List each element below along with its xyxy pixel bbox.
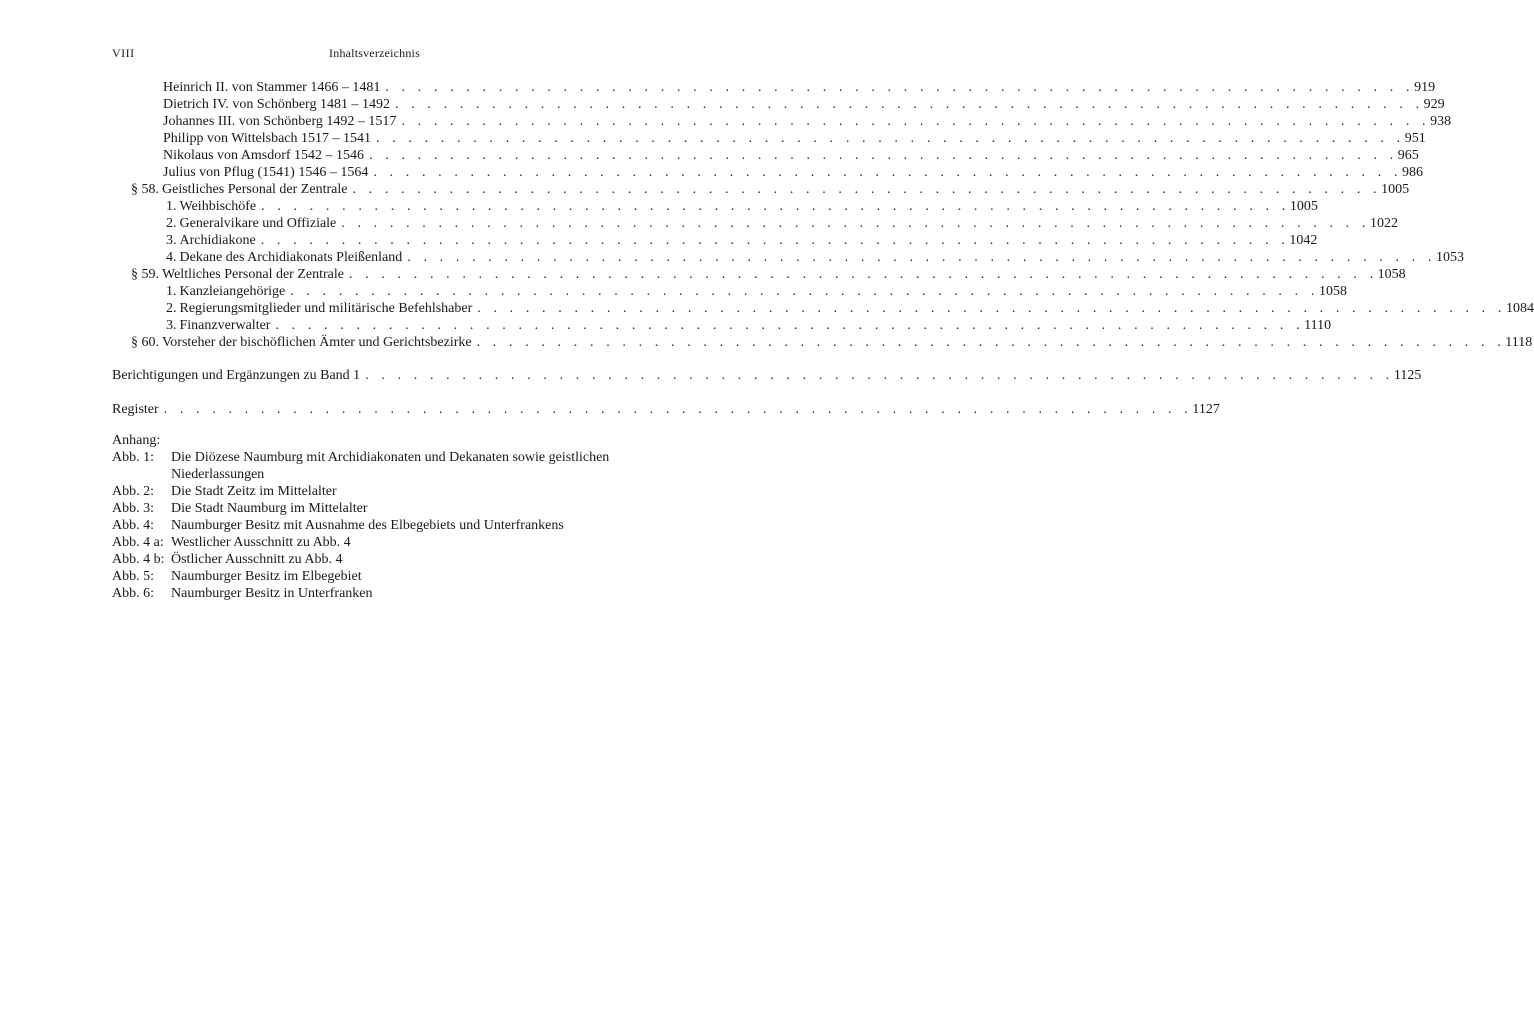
toc-entry-label: Register — [112, 402, 159, 417]
toc-entry-label: Archidiakone — [179, 233, 256, 248]
toc-page-number: 929 — [1423, 97, 1445, 112]
figure-title: Naumburger Besitz in Unterfranken — [171, 586, 373, 601]
figure-title: Die Stadt Zeitz im Mittelalter — [171, 484, 337, 499]
toc-entry-label: Johannes III. von Schönberg 1492 – 1517 — [163, 114, 397, 129]
toc-page-number: 951 — [1404, 131, 1426, 146]
toc-leader-dots: . . . . . . . . . . . . . . . . . . . . . . . . . . . . . . . . . . . . . . . . . . . . . . . . . . . . . . . . . . . . . . . . — [401, 114, 1431, 129]
toc-item-number: 4. — [166, 250, 177, 265]
toc-leader-dots: . . . . . . . . . . . . . . . . . . . . . . . . . . . . . . . . . . . . . . . . . . . . . . . . . . . . . . . . . . . . . . . . — [348, 267, 1378, 282]
toc-entry — [112, 368, 1422, 384]
figure-label: Abb. 4: — [112, 518, 154, 533]
toc-entry-label: Dekane des Archidiakonats Pleißenland — [179, 250, 403, 265]
appendix-heading: Anhang: — [112, 433, 161, 448]
figure-title: Westlicher Ausschnitt zu Abb. 4 — [171, 535, 351, 550]
figure-entry — [112, 568, 642, 585]
toc-subentry — [166, 284, 1347, 300]
toc-entry-label: Philipp von Wittelsbach 1517 – 1541 — [163, 131, 372, 146]
toc-section-entry — [131, 335, 1533, 351]
toc-entry-label: Weihbischöfe — [179, 199, 257, 214]
figure-entry — [112, 517, 642, 534]
toc-entry-label: Finanzverwalter — [179, 318, 271, 333]
toc-entry-label: Geistliches Personal der Zentrale — [162, 182, 348, 197]
toc-leader-dots: . . . . . . . . . . . . . . . . . . . . . . . . . . . . . . . . . . . . . . . . . . . . . . . . . . . . . . . . . . . . . . . . — [369, 148, 1398, 163]
toc-page-number: 1118 — [1505, 335, 1533, 350]
toc-subentry — [166, 250, 1464, 266]
toc-item-number: 3. — [166, 233, 177, 248]
figure-title: Die Diözese Naumburg mit Archidiakonaten und Dekanaten sowie geistlichen Niederlassungen — [171, 450, 610, 482]
toc-entry-label: Generalvikare und Offiziale — [179, 216, 337, 231]
toc-page-number: 1005 — [1381, 182, 1410, 197]
toc-page-number: 1110 — [1304, 318, 1332, 333]
figure-label: Abb. 5: — [112, 569, 154, 584]
toc-page-number: 965 — [1397, 148, 1419, 163]
figure-entry — [112, 483, 642, 500]
figure-label: Abb. 1: — [112, 450, 154, 465]
figure-entry — [112, 534, 642, 551]
toc-entry — [163, 148, 1419, 164]
figure-label: Abb. 6: — [112, 586, 154, 601]
figure-entry — [112, 449, 642, 483]
toc-page-number: 1058 — [1318, 284, 1347, 299]
toc-page-number: 1125 — [1393, 368, 1422, 383]
toc-leader-dots: . . . . . . . . . . . . . . . . . . . . . . . . . . . . . . . . . . . . . . . . . . . . . . . . . . . . . . . . . . . . . . . . — [275, 318, 1305, 333]
toc-entry — [163, 80, 1436, 96]
toc-leader-dots: . . . . . . . . . . . . . . . . . . . . . . . . . . . . . . . . . . . . . . . . . . . . . . . . . . . . . . . . . . . . . . . . — [365, 368, 1394, 383]
appendix-list — [112, 432, 642, 602]
toc-entry — [163, 114, 1452, 130]
toc-entry-label: Nikolaus von Amsdorf 1542 – 1546 — [163, 148, 365, 163]
figure-label: Abb. 3: — [112, 501, 154, 516]
toc-page-number: 1053 — [1435, 250, 1464, 265]
figure-title: Die Stadt Naumburg im Mittelalter — [171, 501, 368, 516]
toc-section-entry — [131, 267, 1406, 283]
toc-entry-label: Julius von Pflug (1541) 1546 – 1564 — [163, 165, 369, 180]
toc-item-number: 1. — [166, 284, 177, 299]
figure-title: Naumburger Besitz mit Ausnahme des Elbegebiets und Unterfrankens — [171, 518, 564, 533]
toc-item-number: 2. — [166, 216, 177, 231]
toc-page-number: 1084 — [1505, 301, 1534, 316]
page-header — [112, 46, 637, 62]
toc-item-number: 3. — [166, 318, 177, 333]
toc-entry-label: Regierungsmitglieder und militärische Befehlshaber — [179, 301, 473, 316]
toc-page-number: 938 — [1430, 114, 1452, 129]
toc-section-number: § 58. — [131, 182, 159, 197]
toc-section-number: § 60. — [131, 335, 159, 350]
toc-entry-label: Kanzleiangehörige — [179, 284, 286, 299]
toc-entry-label: Vorsteher der bischöflichen Ämter und Gerichtsbezirke — [162, 335, 472, 350]
figure-entry — [112, 551, 642, 568]
toc-leader-dots: . . . . . . . . . . . . . . . . . . . . . . . . . . . . . . . . . . . . . . . . . . . . . . . . . . . . . . . . . . . . . . . . — [407, 250, 1436, 265]
figure-title: Östlicher Ausschnitt zu Abb. 4 — [171, 552, 343, 567]
toc-leader-dots: . . . . . . . . . . . . . . . . . . . . . . . . . . . . . . . . . . . . . . . . . . . . . . . . . . . . . . . . . . . . . . . . — [476, 335, 1506, 350]
toc-page-number: 1022 — [1369, 216, 1398, 231]
figure-label: Abb. 4 a: — [112, 535, 164, 550]
toc-leader-dots: . . . . . . . . . . . . . . . . . . . . . . . . . . . . . . . . . . . . . . . . . . . . . . . . . . . . . . . . . . . . . . . . — [341, 216, 1370, 231]
toc-entry-label: Dietrich IV. von Schönberg 1481 – 1492 — [163, 97, 390, 112]
toc-entry-label: Weltliches Personal der Zentrale — [162, 267, 344, 282]
figure-title: Naumburger Besitz im Elbegebiet — [171, 569, 362, 584]
toc-subentry — [166, 301, 1534, 317]
toc-section-number: § 59. — [131, 267, 159, 282]
toc-leader-dots: . . . . . . . . . . . . . . . . . . . . . . . . . . . . . . . . . . . . . . . . . . . . . . . . . . . . . . . . . . . . . . . . — [385, 80, 1415, 95]
toc-entry-label: Berichtigungen und Ergänzungen zu Band 1 — [112, 368, 361, 383]
toc-leader-dots: . . . . . . . . . . . . . . . . . . . . . . . . . . . . . . . . . . . . . . . . . . . . . . . . . . . . . . . . . . . . . . . . — [261, 199, 1290, 214]
figure-entry — [112, 500, 642, 517]
toc-page-number: 919 — [1414, 80, 1436, 95]
toc-page-number: 1058 — [1377, 267, 1406, 282]
toc-entry — [112, 402, 1220, 418]
running-title: Inhaltsverzeichnis — [329, 46, 420, 60]
page-number: VIII — [112, 46, 135, 60]
figure-entry — [112, 585, 642, 602]
toc-entry — [163, 97, 1445, 113]
toc-entry — [163, 165, 1424, 181]
toc-leader-dots: . . . . . . . . . . . . . . . . . . . . . . . . . . . . . . . . . . . . . . . . . . . . . . . . . . . . . . . . . . . . . . . . — [373, 165, 1403, 180]
figure-label: Abb. 2: — [112, 484, 154, 499]
toc-section-entry — [131, 182, 1410, 198]
toc-leader-dots: . . . . . . . . . . . . . . . . . . . . . . . . . . . . . . . . . . . . . . . . . . . . . . . . . . . . . . . . . . . . . . . . — [376, 131, 1405, 146]
toc-leader-dots: . . . . . . . . . . . . . . . . . . . . . . . . . . . . . . . . . . . . . . . . . . . . . . . . . . . . . . . . . . . . . . . . — [477, 301, 1506, 316]
toc-subentry — [166, 318, 1332, 334]
toc-leader-dots: . . . . . . . . . . . . . . . . . . . . . . . . . . . . . . . . . . . . . . . . . . . . . . . . . . . . . . . . . . . . . . . . — [352, 182, 1382, 197]
toc-item-number: 2. — [166, 301, 177, 316]
toc-page-number: 986 — [1402, 165, 1424, 180]
toc-entry-label: Heinrich II. von Stammer 1466 – 1481 — [163, 80, 381, 95]
toc-leader-dots: . . . . . . . . . . . . . . . . . . . . . . . . . . . . . . . . . . . . . . . . . . . . . . . . . . . . . . . . . . . . . . . . — [163, 402, 1193, 417]
toc-entry — [163, 131, 1426, 147]
toc-item-number: 1. — [166, 199, 177, 214]
toc-page-number: 1127 — [1192, 402, 1220, 417]
toc-leader-dots: . . . . . . . . . . . . . . . . . . . . . . . . . . . . . . . . . . . . . . . . . . . . . . . . . . . . . . . . . . . . . . . . — [260, 233, 1290, 248]
toc-leader-dots: . . . . . . . . . . . . . . . . . . . . . . . . . . . . . . . . . . . . . . . . . . . . . . . . . . . . . . . . . . . . . . . . — [394, 97, 1424, 112]
toc-page-number: 1005 — [1289, 199, 1318, 214]
toc-subentry — [166, 199, 1318, 215]
toc-page-number: 1042 — [1289, 233, 1318, 248]
figure-label: Abb. 4 b: — [112, 552, 165, 567]
toc-subentry — [166, 233, 1318, 249]
toc-leader-dots: . . . . . . . . . . . . . . . . . . . . . . . . . . . . . . . . . . . . . . . . . . . . . . . . . . . . . . . . . . . . . . . . — [290, 284, 1319, 299]
toc-subentry — [166, 216, 1398, 232]
